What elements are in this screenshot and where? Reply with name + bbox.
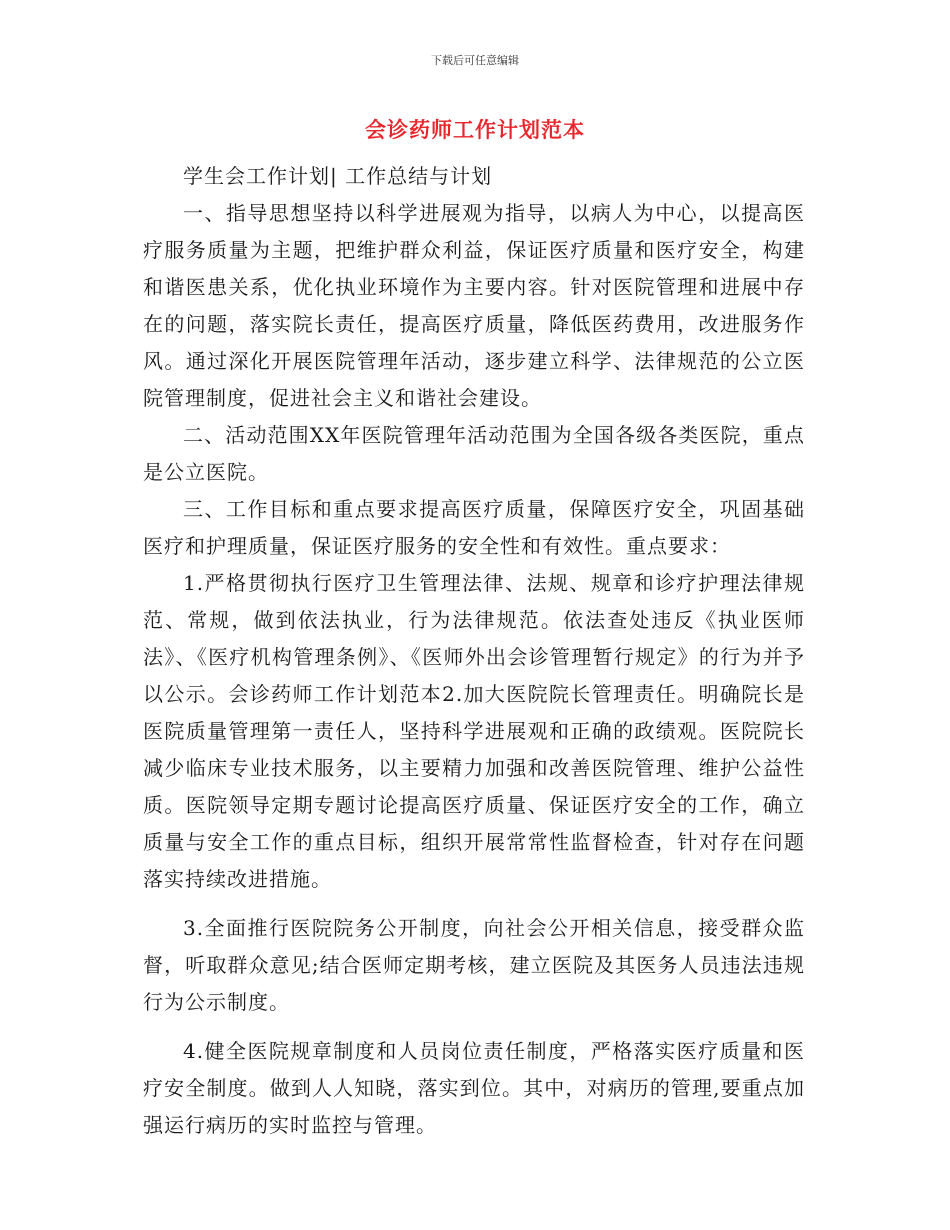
document-body <box>143 158 805 1144</box>
paragraph-goals: 三、工作目标和重点要求提高医疗质量，保障医疗安全，巩固基础医疗和护理质量，保证医疗服务的安全性和有效性。重点要求： <box>143 497 805 558</box>
paragraph-activity-scope: 二、活动范围XX年医院管理年活动范围为全国各级各类医院，重点是公立医院。 <box>143 423 805 484</box>
paragraph-guiding-ideology: 一、指导思想坚持以科学进展观为指导，以病人为中心，以提高医疗服务质量为主题，把维护群众利益，保证医疗质量和医疗安全，构建和谐医患关系，优化执业环境作为主要内容。针对医院管理和进展中存在的问题，落实院长责任，提高医疗质量，降低医药费用，改进服务作风。通过深化开展医院管理年活动，逐步建立科学、法律规范的公立医院管理制度，促进社会主义和谐社会建设。 <box>143 201 805 410</box>
paragraph-subtitle: 学生会工作计划| 工作总结与计划 <box>183 164 493 188</box>
document-title: 会诊药师工作计划范本 <box>365 118 585 142</box>
paragraph-item-4: 4.健全医院规章制度和人员岗位责任制度，严格落实医疗质量和医疗安全制度。做到人人知晓，落实到位。其中，对病历的管理,要重点加强运行病历的实时监控与管理。 <box>143 1039 805 1137</box>
paragraph-item-1-2: 1.严格贯彻执行医疗卫生管理法律、法规、规章和诊疗护理法律规范、常规，做到依法执业，行为法律规范。依法查处违反《执业医师法》、《医疗机构管理条例》、《医师外出会诊管理暂行规定》的行为并予以公示。会诊药师工作计划范本2.加大医院院长管理责任。明确院长是医院质量管理第一责任人，坚持科学进展观和正确的政绩观。医院院长减少临床专业技术服务，以主要精力加强和改善医院管理、维护公益性质。医院领导定期专题讨论提高医疗质量、保证医疗安全的工作，确立质量与安全工作的重点目标，组织开展常常性监督检查，针对存在问题落实持续改进措施。 <box>143 571 805 891</box>
page-header-note: 下载后可任意编辑 <box>431 54 519 67</box>
paragraph-item-3: 3.全面推行医院院务公开制度，向社会公开相关信息，接受群众监督，听取群众意见;结合医师定期考核，建立医院及其医务人员违法违规行为公示制度。 <box>143 916 805 1014</box>
